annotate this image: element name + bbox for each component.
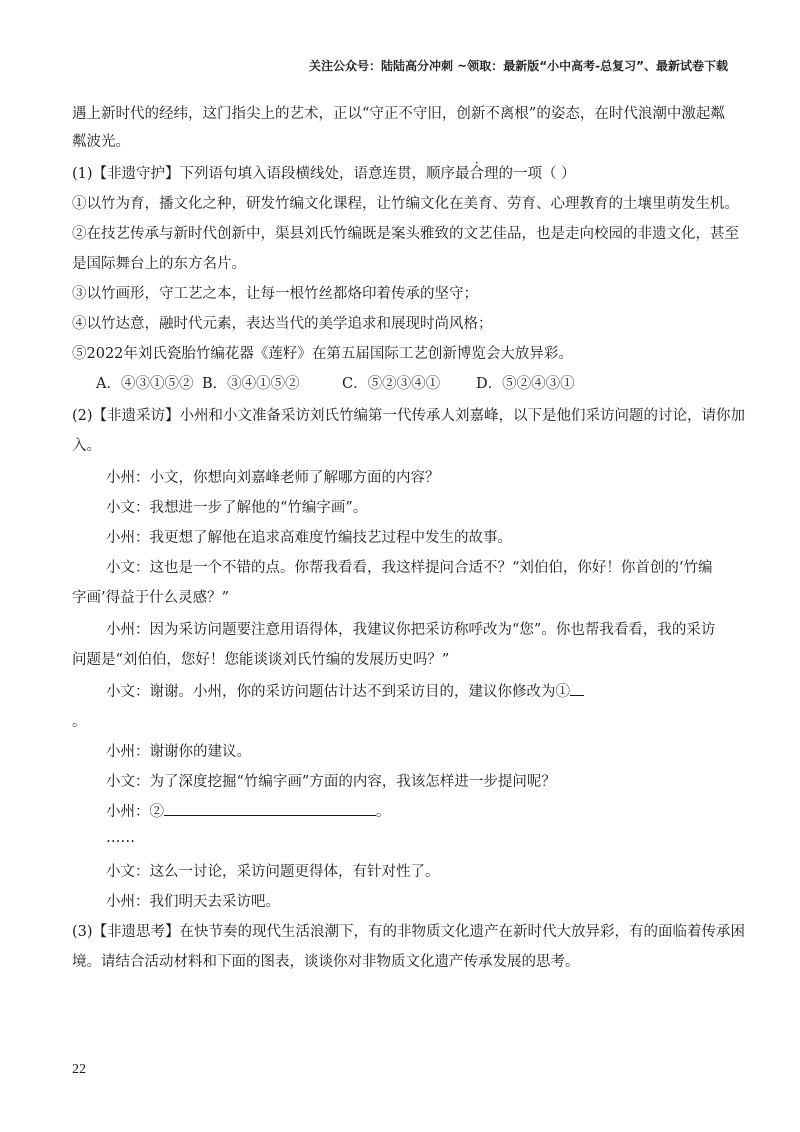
q1-sentence-5: ⑤2022年刘氏瓷胎竹编花器《莲籽》在第五届国际工艺创新博览会大放异彩。 [72,346,573,362]
dialogue-line-2: 小文：我想进一步了解他的“竹编字画”。 [106,500,368,516]
dialogue-ellipsis: …… [106,830,135,846]
q1-stem [72,162,576,183]
q3-stem-b: 境。请结合活动材料和下面的图表，谈谈你对非物质文化遗产传承发展的思考。 [72,954,580,970]
intro-line-1: 遇上新时代的经纬，这门指尖上的艺术，正以“守正不守旧，创新不离根”的姿态，在时代浪潮中激起粼 [72,106,725,122]
q1-sentence-1: ①以竹为育，播文化之种，研发竹编文化课程，让竹编文化在美育、劳育、心理教育的土壤里萌发生机。 [72,196,739,212]
q1-options [96,372,575,393]
q1-stem-suffix: 的一项（ ） [498,166,576,182]
option-d[interactable]: D．⑤②④③① [476,376,575,392]
q1-stem-prefix: (1)【非遗守护】下列语句填入语段横线处，语意连贯，顺序 [72,166,456,182]
q2-stem-b: 入。 [72,438,101,454]
dialogue-line-1: 小州：小文，你想向刘嘉峰老师了解哪方面的内容？ [106,470,440,486]
dialogue-line-3: 小州：我更想了解他在追求高难度竹编技艺过程中发生的故事。 [106,530,512,546]
option-a[interactable]: A．④③①⑤② [96,376,194,392]
dialogue-line-8: 小文：为了深度挖掘“竹编字画”方面的内容，我该怎样进一步提问呢？ [106,774,556,790]
dialogue-line-9-prefix: 小州：② [106,804,164,820]
page-header: 关注公众号：陆陆高分冲刺 ~领取：最新版“小中高考-总复习”、最新试卷下载 [309,59,728,73]
dialogue-line-9 [106,800,391,821]
q1-stem-emphasis: 最合理 [455,166,499,182]
q1-sentence-3: ③以竹画形，守工艺之本，让每一根竹丝都烙印着传承的坚守； [72,286,478,302]
dialogue-line-6-end: 。 [72,714,87,730]
dialogue-line-9-end: 。 [376,804,391,820]
q1-sentence-2b: 是国际舞台上的东方名片。 [72,256,246,272]
answer-blank-1[interactable] [570,681,584,696]
dialogue-line-5a: 小州：因为采访问题要注意用语得体，我建议你把采访称呼改为“您”。你也帮我看看，我的采访 [106,622,716,638]
dialogue-line-4b: 字画’得益于什么灵感？” [72,590,230,606]
answer-blank-2[interactable] [164,801,376,816]
dialogue-line-10: 小文：这么一讨论，采访问题更得体，有针对性了。 [106,864,440,880]
dialogue-line-6 [106,680,584,701]
q2-stem-a: (2)【非遗采访】小州和小文准备采访刘氏竹编第一代传承人刘嘉峰，以下是他们采访问题的讨论，请你加 [72,408,746,424]
q1-sentence-4: ④以竹达意，融时代元素，表达当代的美学追求和展现时尚风格； [72,316,493,332]
page-number: 22 [72,1062,86,1077]
option-c[interactable]: C．⑤②③④① [342,376,441,392]
intro-line-2: 粼波光。 [72,134,130,150]
option-b[interactable]: B．③④①⑤② [202,376,300,392]
dialogue-line-11: 小州：我们明天去采访吧。 [106,894,280,910]
q1-sentence-2a: ②在技艺传承与新时代创新中，渠县刘氏竹编既是案头雅致的文艺佳品，也是走向校园的非遗文化，甚至 [72,226,739,242]
dialogue-line-5b: 问题是“刘伯伯，您好！您能谈谈刘氏竹编的发展历史吗？” [72,652,450,668]
q3-stem-a: (3)【非遗思考】在快节奏的现代生活浪潮下，有的非物质文化遗产在新时代大放异彩，有的面临着传承困 [72,924,746,940]
dialogue-line-7: 小州：谢谢你的建议。 [106,744,251,760]
dialogue-line-4a: 小文：这也是一个不错的点。你帮我看看，我这样提问合适不？“刘伯伯，你好！你首创的‘竹编 [106,560,713,576]
dialogue-line-6-text: 小文：谢谢。小州，你的采访问题估计达不到采访目的，建议你修改为① [106,684,570,700]
